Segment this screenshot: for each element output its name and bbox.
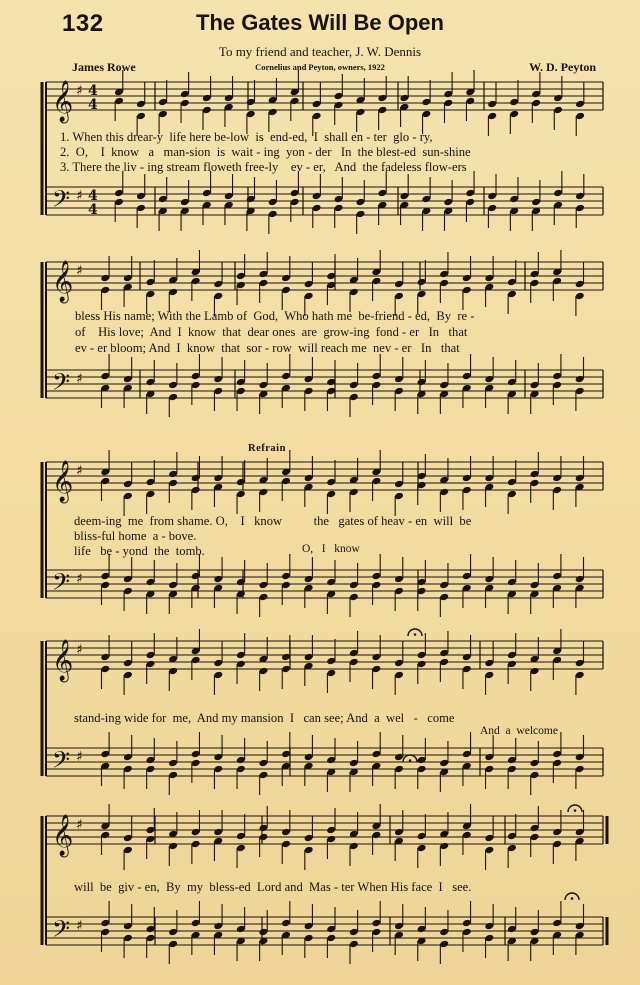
hymn-title: The Gates Will Be Open [196, 10, 444, 35]
bass-clef-icon: 𝄢 [52, 185, 71, 218]
sharp-icon: ♯ [76, 188, 83, 204]
sharp-icon: ♯ [76, 642, 83, 658]
bass-clef-icon: 𝄢 [52, 915, 71, 948]
sharp-icon: ♯ [76, 918, 83, 934]
sharp-icon: ♯ [76, 83, 83, 99]
sharp-icon: ♯ [76, 463, 83, 479]
treble-clef-icon: 𝄞 [52, 640, 74, 681]
fermata-icon [414, 633, 417, 636]
fermata-icon [574, 809, 577, 812]
bass-clef-icon: 𝄢 [52, 746, 71, 779]
fermata-icon [409, 759, 412, 762]
treble-clef-icon: 𝄞 [52, 815, 74, 856]
composer-credit: W. D. Peyton [529, 60, 596, 74]
dedication: To my friend and teacher, J. W. Dennis [218, 44, 422, 59]
lyric-line-verse-1: 1. When this drear-y life here be-low is end-ed, I shall en - ter glo - ry, [60, 130, 433, 144]
time-signature: 4 [88, 202, 98, 218]
copyright-line: Cornelius and Peyton, owners, 1922 [255, 62, 385, 72]
sharp-icon: ♯ [76, 263, 83, 279]
sharp-icon: ♯ [76, 371, 83, 387]
lyric-line-bass: O, I know [302, 543, 360, 555]
treble-clef-icon: 𝄞 [52, 461, 74, 502]
lyric-line-verse-1: deem-ing me from shame. O, I know the gates of heav - en will be [74, 514, 472, 528]
time-signature: 4 [88, 83, 98, 99]
lyric-line-bass: And a welcome [480, 725, 558, 737]
lyric-line-verse-2: 2. O, I know a man-sion is wait - ing yon - der In the blest-ed sun-shine [60, 145, 471, 159]
refrain-label: Refrain [248, 443, 286, 454]
time-signature: 4 [88, 97, 98, 113]
sharp-icon: ♯ [76, 817, 83, 833]
fermata-icon [571, 897, 574, 900]
author-credit: James Rowe [72, 60, 136, 74]
lyric-line-verse-2: bliss-ful home a - bove. [74, 529, 197, 543]
sharp-icon: ♯ [76, 571, 83, 587]
lyric-line-verse-1: bless His name; With the Lamb of God, Who hath me be-friend - ed, By re - [75, 309, 475, 323]
treble-clef-icon: 𝄞 [52, 81, 74, 122]
lyric-line-verse-3: life be - yond the tomb. [74, 544, 205, 558]
lyric-line-verse-1: will be giv - en, By my bless-ed Lord and Mas - ter When His face I see. [74, 880, 472, 894]
lyric-line-verse-3: ev - er bloom; And I know that sor - row will reach me nev - er In that [75, 341, 460, 355]
time-signature: 4 [88, 188, 98, 204]
bass-clef-icon: 𝄢 [52, 568, 71, 601]
lyric-line-verse-2: of His love; And I know that dear ones are grow-ing fond - er In that [75, 325, 468, 339]
bass-clef-icon: 𝄢 [52, 368, 71, 401]
sharp-icon: ♯ [76, 749, 83, 765]
hymn-number: 132 [62, 10, 104, 37]
lyric-line-verse-3: 3. There the liv - ing stream floweth free-ly ev - er, And the fadeless flow-ers [60, 160, 467, 174]
treble-clef-icon: 𝄞 [52, 261, 74, 302]
lyric-line-verse-1: stand-ing wide for me, And my mansion I can see; And a wel - come [74, 711, 455, 725]
